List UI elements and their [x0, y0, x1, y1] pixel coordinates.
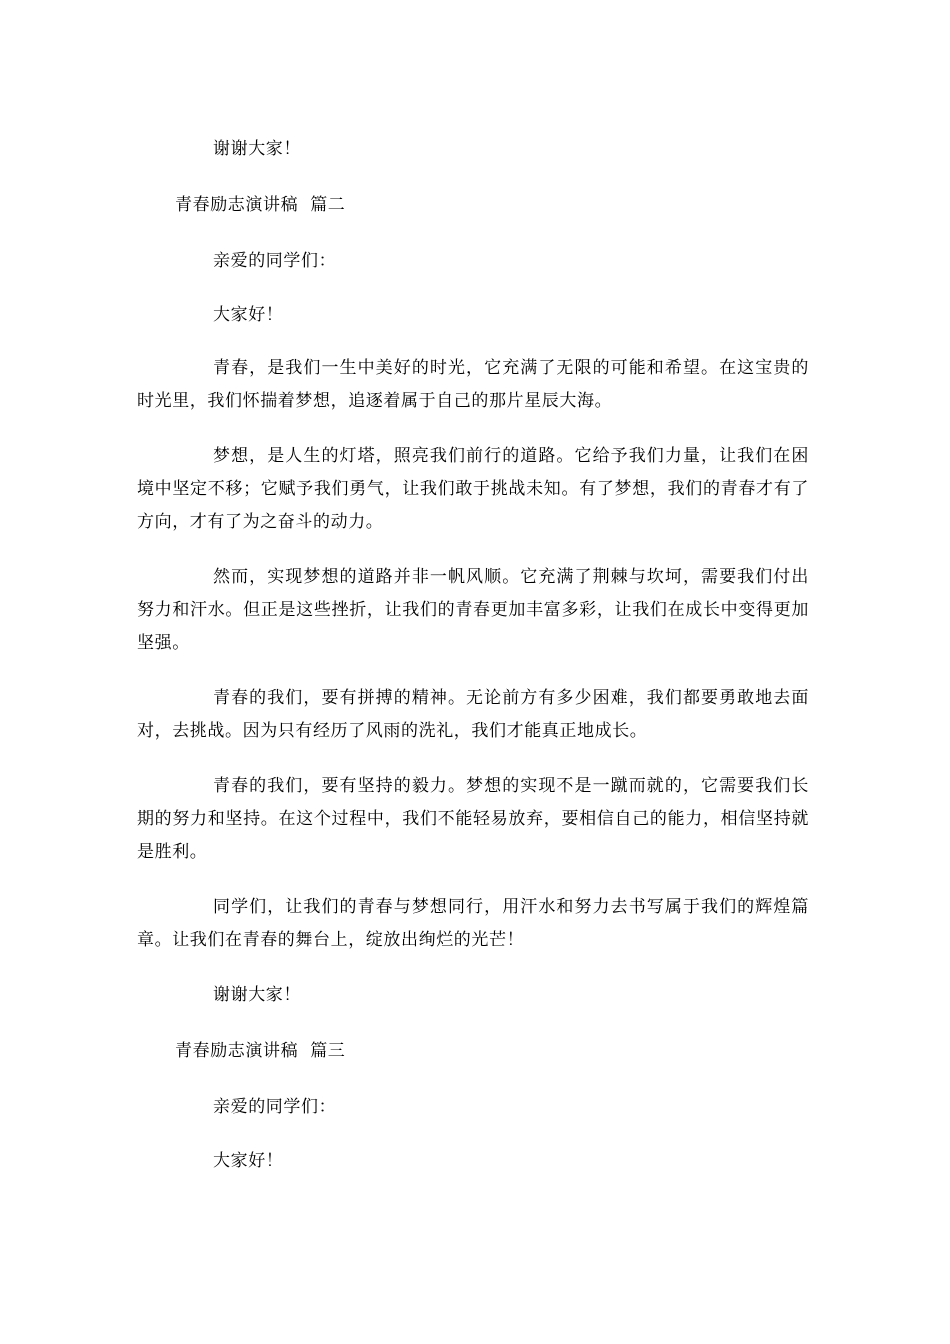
paragraph-spirit: 青春的我们，要有拼搏的精神。无论前方有多少困难，我们都要勇敢地去面对，去挑战。因为只有经历了风雨的洗礼，我们才能真正地成长。 [137, 688, 809, 741]
closing-thanks: 谢谢大家！ [213, 985, 301, 1005]
greeting: 大家好！ [213, 305, 284, 325]
paragraph-youth: 青春，是我们一生中美好的时光，它充满了无限的可能和希望。在这宝贵的时光里，我们怀揣着梦想，追逐着属于自己的那片星辰大海。 [137, 358, 809, 411]
section-heading-3: 青春励志演讲稿 篇三 [175, 1041, 346, 1061]
paragraph-persistence: 青春的我们，要有坚持的毅力。梦想的实现不是一蹴而就的，它需要我们长期的努力和坚持。在这个过程中，我们不能轻易放弃，要相信自己的能力，相信坚持就是胜利。 [137, 776, 809, 862]
greeting: 大家好！ [213, 1151, 284, 1171]
section-heading-2: 青春励志演讲稿 篇二 [175, 195, 346, 215]
salutation: 亲爱的同学们： [213, 1097, 337, 1117]
closing-thanks: 谢谢大家！ [213, 139, 301, 159]
paragraph-challenge: 然而，实现梦想的道路并非一帆风顺。它充满了荆棘与坎坷，需要我们付出努力和汗水。但正是这些挫折，让我们的青春更加丰富多彩，让我们在成长中变得更加坚强。 [137, 567, 809, 653]
salutation: 亲爱的同学们： [213, 251, 337, 271]
paragraph-conclusion: 同学们，让我们的青春与梦想同行，用汗水和努力去书写属于我们的辉煌篇章。让我们在青春的舞台上，绽放出绚烂的光芒！ [137, 897, 809, 950]
paragraph-dream: 梦想，是人生的灯塔，照亮我们前行的道路。它给予我们力量，让我们在困境中坚定不移；它赋予我们勇气，让我们敢于挑战未知。有了梦想，我们的青春才有了方向，才有了为之奋斗的动力。 [137, 446, 809, 532]
